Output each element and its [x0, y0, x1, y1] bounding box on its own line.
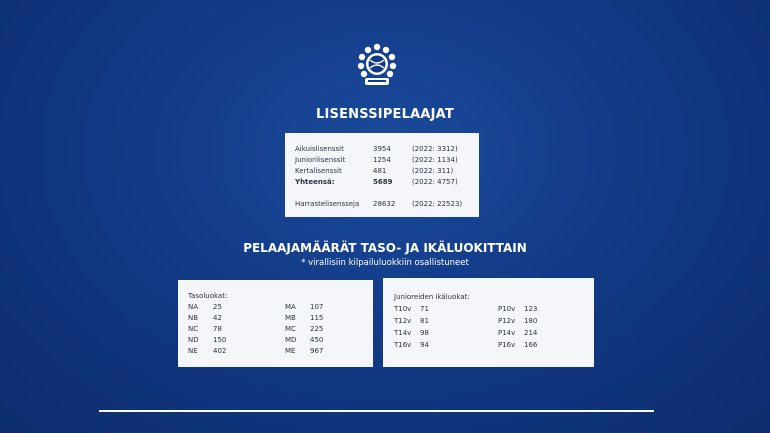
licence-value: 5689: [373, 178, 393, 186]
levels-subtitle: * virallisiin kilpailuluokkiin osallistuneet: [301, 258, 469, 268]
level-label: MA: [285, 303, 296, 311]
junior-label: T12v: [394, 317, 412, 325]
level-value: 225: [310, 325, 324, 333]
level-value: 150: [213, 336, 227, 344]
junior-value: 81: [420, 317, 429, 325]
level-label: NA: [188, 303, 199, 311]
licence-prev: (2022: 22523): [412, 200, 463, 208]
level-label: MC: [285, 325, 296, 333]
licence-label: Harrastelisensseja: [295, 200, 360, 208]
licence-prev: (2022: 4757): [412, 178, 458, 186]
junior-label: P16v: [498, 341, 516, 349]
level-label: MD: [285, 336, 297, 344]
level-label: MB: [285, 314, 296, 322]
junior-label: T16v: [394, 341, 412, 349]
licence-label: Aikuislisenssit: [295, 145, 344, 153]
level-value: 78: [213, 325, 222, 333]
licence-prev: (2022: 1134): [412, 156, 458, 164]
level-value: 967: [310, 347, 324, 355]
level-value: 450: [310, 336, 324, 344]
level-label: ME: [285, 347, 296, 355]
level-value: 402: [213, 347, 227, 355]
licence-prev: (2022: 3312): [412, 145, 458, 153]
licence-value: 28632: [373, 200, 396, 208]
junior-value: 94: [420, 341, 429, 349]
level-value: 107: [310, 303, 324, 311]
licence-label: Juniorilisenssit: [295, 156, 346, 164]
licence-value: 1254: [373, 156, 391, 164]
level-value: 115: [310, 314, 324, 322]
junior-value: 98: [420, 329, 429, 337]
licence-label: Kertalisenssit: [295, 167, 342, 175]
levels-title: PELAAJAMÄÄRÄT TASO- JA IKÄLUOKITTAIN: [243, 241, 527, 255]
junior-value: 180: [524, 317, 538, 325]
bottom-divider: [99, 410, 654, 412]
tennis-club-emblem-icon: [355, 42, 399, 88]
level-value: 25: [213, 303, 222, 311]
licence-card: [285, 133, 479, 217]
junior-age-classes-card: [383, 278, 594, 367]
licence-label: Yhteensä:: [295, 178, 335, 186]
licence-value: 3954: [373, 145, 391, 153]
licence-prev: (2022: 311): [412, 167, 454, 175]
level-label: NC: [188, 325, 199, 333]
junior-label: T10v: [394, 305, 412, 313]
junior-value: 71: [420, 305, 429, 313]
junior-label: T14v: [394, 329, 412, 337]
junior-value: 214: [524, 329, 538, 337]
level-label: NB: [188, 314, 199, 322]
level-classes-card: [178, 280, 373, 367]
level-label: NE: [188, 347, 198, 355]
junior-label: P14v: [498, 329, 516, 337]
junior-label: P12v: [498, 317, 516, 325]
junior-value: 123: [524, 305, 538, 313]
licence-title: LISENSSIPELAAJAT: [316, 107, 454, 122]
level-classes-title: Tasoluokat:: [188, 292, 228, 300]
licence-value: 481: [373, 167, 387, 175]
junior-classes-title: Junioreiden ikäluokat:: [394, 293, 470, 301]
junior-label: P10v: [498, 305, 516, 313]
level-label: ND: [188, 336, 199, 344]
level-value: 42: [213, 314, 222, 322]
junior-value: 166: [524, 341, 538, 349]
